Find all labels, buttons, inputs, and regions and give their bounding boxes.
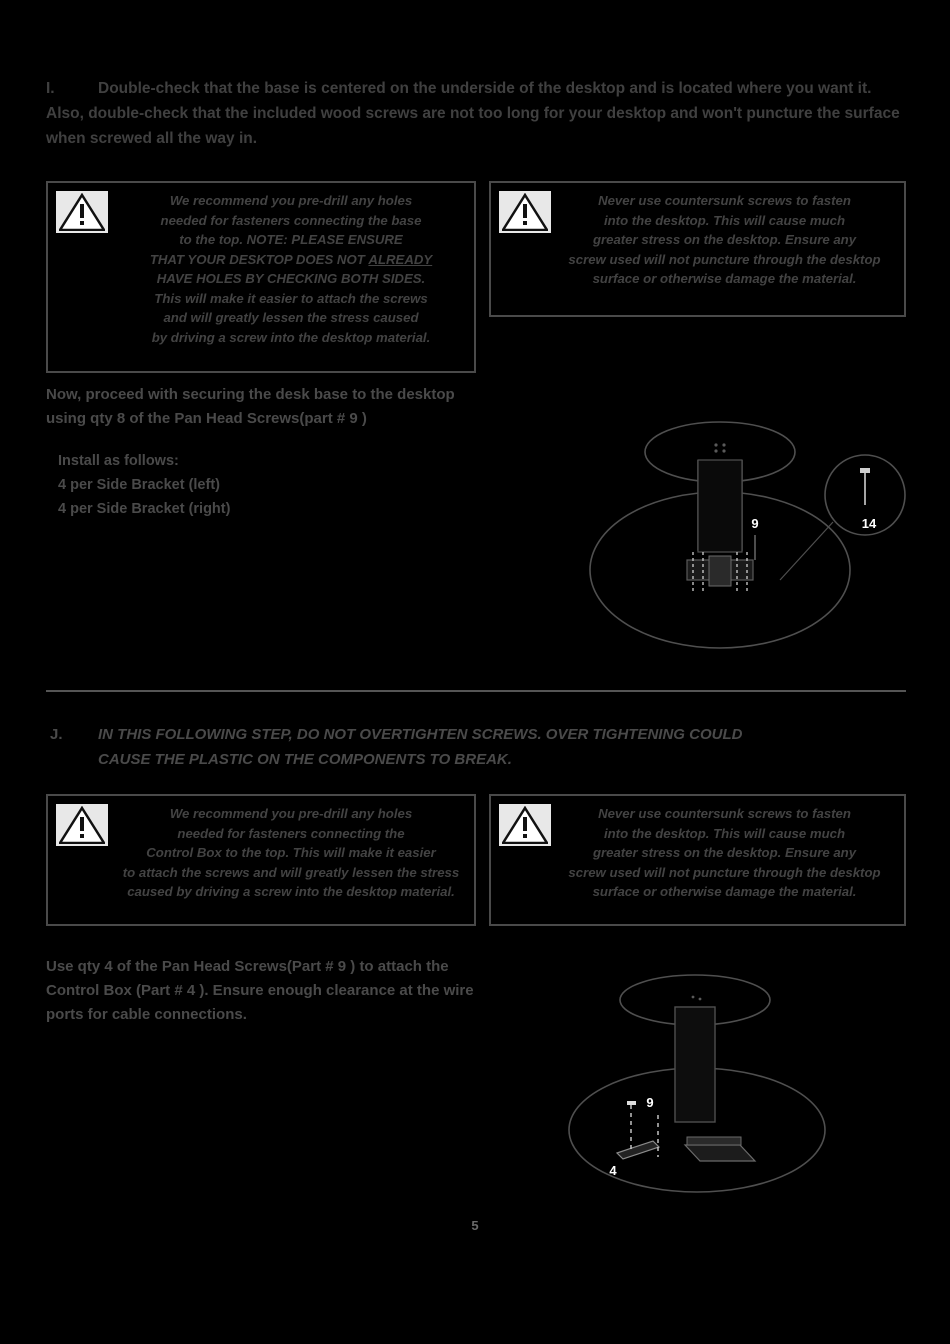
warning-triangle-icon xyxy=(499,804,551,846)
warn2-line3: greater stress on the desktop. Ensure any xyxy=(592,232,857,247)
warn4-line5: surface or otherwise damage the material. xyxy=(592,884,857,899)
warn2-line5: surface or otherwise damage the material. xyxy=(592,271,857,286)
illus2-callout-4: 4 xyxy=(609,1163,617,1178)
warn4-line3: greater stress on the desktop. Ensure any xyxy=(592,845,857,860)
warn2-line2: into the desktop. This will cause much xyxy=(603,212,846,228)
warn1-line7: and will greatly lessen the stress caused xyxy=(163,310,419,325)
proceed-instruction xyxy=(46,383,566,431)
warn4-line1: Never use countersunk screws to fasten xyxy=(598,806,851,821)
illus1-callout-9: 9 xyxy=(751,516,759,531)
warn3-line1: We recommend you pre-drill any holes xyxy=(169,806,413,821)
illus1-callout-14: 14 xyxy=(861,516,877,531)
step-i-text: Double-check that the base is centered on the underside of the desktop and is located where you want it. Also, double-check that the included wood screws are not too long for your desktop and won't puncture the surface when screwed all the way in. xyxy=(46,80,900,147)
warning-box-countersunk-bottom xyxy=(489,794,906,926)
warn4-line2: into the desktop. This will cause much xyxy=(603,825,846,841)
page-number: 5 xyxy=(471,1218,479,1233)
warn2-line4: screw used will not puncture through the desktop xyxy=(568,251,881,267)
illus2-callout-9: 9 xyxy=(646,1095,654,1110)
warn3-line5: caused by driving a screw into the desktop material. xyxy=(127,884,455,899)
warning-triangle-icon xyxy=(56,804,108,846)
warn2-line1: Never use countersunk screws to fasten xyxy=(598,193,851,208)
warn4-line4: screw used will not puncture through the desktop xyxy=(568,864,881,880)
warning-box-predrill-controlbox xyxy=(46,794,476,926)
warning-box-countersunk-bottom-text xyxy=(491,796,904,911)
proceed-line2: using qty 8 of the Pan Head Screws(part # 9 ) xyxy=(46,410,367,427)
warn1-line4: THAT YOUR DESKTOP DOES NOT xyxy=(149,251,369,267)
warn1-line8: by driving a screw into the desktop material. xyxy=(151,329,431,345)
install-list-item-1: 4 per Side Bracket (left) xyxy=(58,477,220,493)
warning-triangle-icon xyxy=(56,191,108,233)
step-j-letter: J. xyxy=(50,726,63,743)
warning-triangle-icon xyxy=(499,191,551,233)
step-i-paragraph xyxy=(46,76,906,151)
warn3-line4: to attach the screws and will greatly lessen the stress xyxy=(122,864,460,880)
illustration-base-to-desktop xyxy=(575,410,925,690)
use-qty-line1: Use qty 4 of the Pan Head Screws(Part # 9 ) to attach the xyxy=(46,958,449,975)
warn1-line3: to the top. xyxy=(179,232,247,247)
step-j-paragraph xyxy=(50,722,910,772)
warning-box-predrill-base xyxy=(46,181,476,373)
install-list-title: Install as follows: xyxy=(58,453,179,469)
step-j-text xyxy=(98,722,910,772)
warn1-note: NOTE: PLEASE ENSURE xyxy=(246,232,403,247)
use-qty-line2: Control Box (Part # 4 ). Ensure enough clearance at the wire xyxy=(46,982,474,999)
illustration-control-box-mount xyxy=(555,965,855,1215)
warn1-line6: This will make it easier to attach the screws xyxy=(154,290,428,306)
warn1-underlined: ALREADY xyxy=(368,251,433,267)
use-qty-instruction xyxy=(46,955,586,1027)
step-j-line2: CAUSE THE PLASTIC ON THE COMPONENTS TO BREAK. xyxy=(98,751,512,768)
warning-box-countersunk-top xyxy=(489,181,906,317)
step-i-letter: I. xyxy=(46,80,55,97)
warning-box-countersunk-top-text xyxy=(491,183,904,298)
use-qty-line3: ports for cable connections. xyxy=(46,1006,247,1023)
warn3-line3: Control Box to the top. This will make it easier xyxy=(146,845,436,860)
step-j-line1: IN THIS FOLLOWING STEP, DO NOT OVERTIGHTEN SCREWS. OVER TIGHTENING COULD xyxy=(98,726,743,743)
warn1-line5: HAVE HOLES BY CHECKING BOTH SIDES. xyxy=(156,271,426,286)
warn3-line2: needed for fasteners connecting the xyxy=(177,825,405,841)
warning-box-predrill-controlbox-text xyxy=(48,796,474,911)
proceed-line1: Now, proceed with securing the desk base to the desktop xyxy=(46,386,455,403)
warn1-line1: We recommend you pre-drill any holes xyxy=(169,193,413,208)
install-list-item-2: 4 per Side Bracket (right) xyxy=(58,501,231,517)
install-list xyxy=(58,449,458,521)
section-divider xyxy=(46,690,906,692)
warning-box-predrill-base-text xyxy=(48,183,474,356)
warn1-line2: needed for fasteners connecting the base xyxy=(160,212,422,228)
